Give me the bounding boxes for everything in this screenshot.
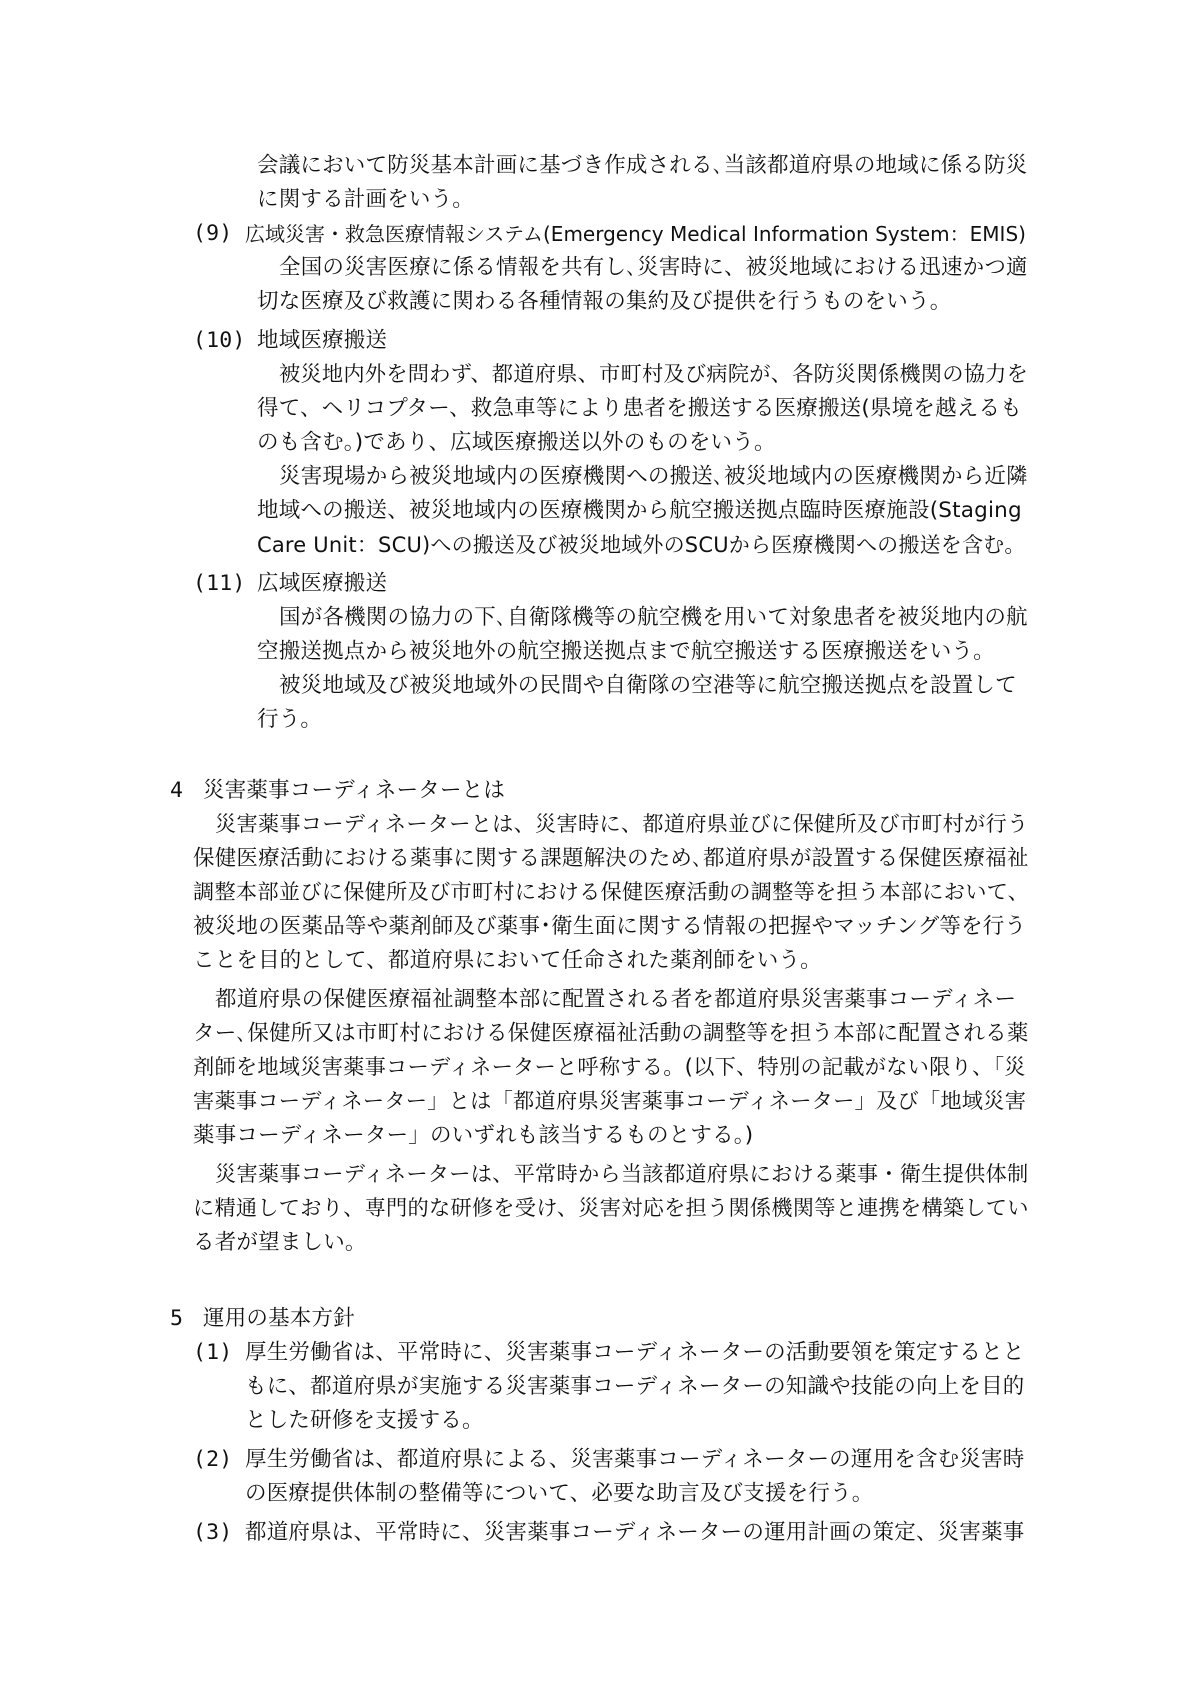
item-heading: 広域災害・救急医療情報システム(Emergency Medical Information System：EMIS) (245, 222, 1026, 246)
body-line: 災害現場から被災地域内の医療機関への搬送､被災地域内の医療機関から近隣 (279, 464, 1028, 489)
body-line: 切な医療及び救護に関わる各種情報の集約及び提供を行うものをいう。 (257, 289, 952, 314)
item-number: (1) (193, 1340, 233, 1365)
body-line: 空搬送拠点から被災地外の航空搬送拠点まで航空搬送する医療搬送をいう。 (257, 639, 995, 664)
section-number: 5 (170, 1306, 184, 1331)
body-line: とした研修を支援する。 (245, 1408, 484, 1433)
body-line: ことを目的として、都道府県において任命された薬剤師をいう。 (193, 948, 822, 973)
body-line: 害薬事コーディネーター」とは「都道府県災害薬事コーディネーター」及び「地域災害 (193, 1089, 1027, 1114)
item-number: (3) (193, 1520, 233, 1545)
body-line: ター､保健所又は市町村における保健医療福祉活動の調整等を担う本部に配置される薬 (193, 1021, 1029, 1046)
body-line: 被災地の医薬品等や薬剤師及び薬事･衛生面に関する情報の把握やマッチング等を行う (193, 914, 1027, 939)
body-line: の医療提供体制の整備等について、必要な助言及び支援を行う。 (245, 1481, 874, 1506)
item-first-line: 都道府県は、平常時に、災害薬事コーディネーターの運用計画の策定、災害薬事 (245, 1520, 1025, 1545)
body-line: 被災地域及び被災地域外の民間や自衛隊の空港等に航空搬送拠点を設置して (279, 673, 1017, 698)
body-line: 全国の災害医療に係る情報を共有し､災害時に、被災地域における迅速かつ適 (279, 255, 1028, 280)
item-heading: 広域医療搬送 (257, 571, 388, 596)
body-line: 会議において防災基本計画に基づき作成される､当該都道府県の地域に係る防災 (257, 153, 1028, 178)
item-number: (9) (193, 221, 233, 246)
body-line: 都道府県の保健医療福祉調整本部に配置される者を都道府県災害薬事コーディネー (215, 987, 1017, 1012)
section-heading: 災害薬事コーディネーターとは (203, 778, 506, 803)
body-line: 得て、ヘリコプター、救急車等により患者を搬送する医療搬送(県境を越えるも (257, 396, 1022, 421)
body-line: Care Unit：SCU)への搬送及び被災地域外のSCUから医療機関への搬送を含む。 (257, 533, 1026, 557)
item-number: (11) (193, 571, 246, 596)
item-heading: 地域医療搬送 (257, 328, 388, 353)
item-first-line: 厚生労働省は、都道府県による、災害薬事コーディネーターの運用を含む災害時 (245, 1447, 1025, 1472)
body-line: のも含む。)であり、広域医療搬送以外のものをいう。 (257, 430, 776, 455)
body-line: 被災地内外を問わず、都道府県、市町村及び病院が、各防災関係機関の協力を (279, 362, 1029, 387)
body-line: 調整本部並びに保健所及び市町村における保健医療活動の調整等を担う本部において、 (193, 880, 1030, 905)
item-number: (2) (193, 1447, 233, 1472)
section-number: 4 (170, 778, 184, 803)
body-line: 地域への搬送、被災地域内の医療機関から航空搬送拠点臨時医療施設(Staging (257, 498, 1022, 523)
body-line: 行う。 (257, 707, 323, 732)
section-heading: 運用の基本方針 (203, 1306, 355, 1331)
body-line: 国が各機関の協力の下､自衛隊機等の航空機を用いて対象患者を被災地内の航 (279, 605, 1028, 630)
item-first-line: 厚生労働省は、平常時に、災害薬事コーディネーターの活動要領を策定するとと (245, 1340, 1025, 1365)
body-line: に関する計画をいう。 (257, 187, 475, 212)
body-line: 災害薬事コーディネーターは、平常時から当該都道府県における薬事・衛生提供体制 (215, 1162, 1029, 1187)
body-line: 保健医療活動における薬事に関する課題解決のため､都道府県が設置する保健医療福祉 (193, 846, 1029, 871)
body-line: に精通しており、専門的な研修を受け、災害対応を担う関係機関等と連携を構築してい (193, 1196, 1029, 1221)
body-line: る者が望ましい。 (193, 1230, 367, 1255)
body-line: もに、都道府県が実施する災害薬事コーディネーターの知識や技能の向上を目的 (245, 1374, 1025, 1399)
body-line: 剤師を地域災害薬事コーディネーターと呼称する。(以下、特別の記載がない限り、「災 (193, 1055, 1026, 1080)
body-line: 薬事コーディネーター」のいずれも該当するものとする。) (193, 1123, 754, 1148)
item-number: (10) (193, 328, 246, 353)
body-line: 災害薬事コーディネーターとは、災害時に、都道府県並びに保健所及び市町村が行う (215, 812, 1029, 837)
